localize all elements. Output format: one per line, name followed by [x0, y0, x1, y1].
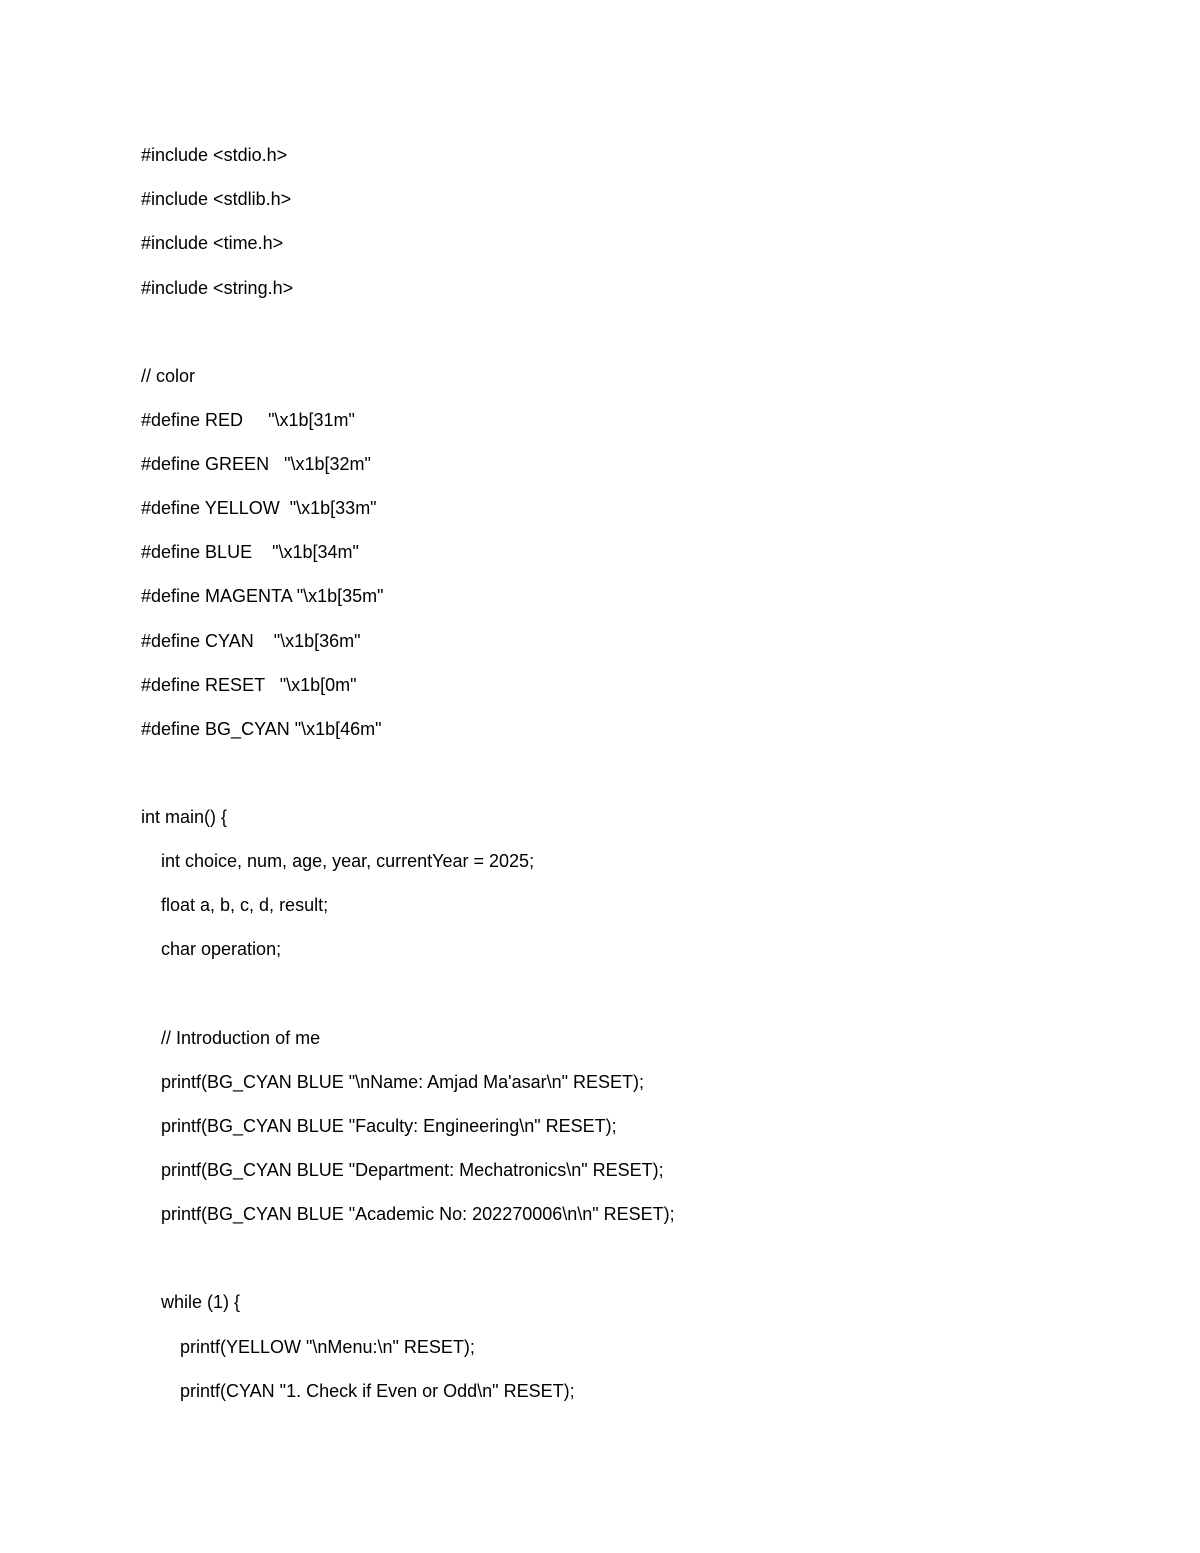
- code-line: printf(BG_CYAN BLUE "\nName: Amjad Ma'asar\n" RESET);: [161, 1072, 645, 1092]
- code-comment: // Introduction of me: [161, 1028, 321, 1048]
- code-line: #define RESET "\x1b[0m": [141, 675, 357, 695]
- code-line: #include <stdio.h>: [141, 145, 288, 165]
- code-line: int main() {: [141, 807, 228, 827]
- code-comment: // color: [141, 366, 196, 386]
- code-line: while (1) {: [161, 1292, 241, 1312]
- code-line: printf(BG_CYAN BLUE "Academic No: 202270006\n\n" RESET);: [161, 1204, 675, 1224]
- code-line: printf(BG_CYAN BLUE "Department: Mechatronics\n" RESET);: [161, 1160, 664, 1180]
- code-line: #define RED "\x1b[31m": [141, 410, 355, 430]
- code-line: #include <string.h>: [141, 278, 294, 298]
- code-line: #define BG_CYAN "\x1b[46m": [141, 719, 382, 739]
- code-line: #include <stdlib.h>: [141, 189, 292, 209]
- code-line: #define YELLOW "\x1b[33m": [141, 498, 377, 518]
- code-line: printf(YELLOW "\nMenu:\n" RESET);: [180, 1337, 475, 1357]
- code-line: printf(CYAN "1. Check if Even or Odd\n" RESET);: [180, 1381, 575, 1401]
- code-line: #define CYAN "\x1b[36m": [141, 631, 361, 651]
- code-line: printf(BG_CYAN BLUE "Faculty: Engineering\n" RESET);: [161, 1116, 617, 1136]
- code-line: #define BLUE "\x1b[34m": [141, 542, 359, 562]
- code-line: #define GREEN "\x1b[32m": [141, 454, 371, 474]
- code-line: int choice, num, age, year, currentYear = 2025;: [161, 851, 535, 871]
- code-line: #define MAGENTA "\x1b[35m": [141, 586, 384, 606]
- code-line: char operation;: [161, 939, 282, 959]
- code-line: float a, b, c, d, result;: [161, 895, 329, 915]
- code-line: #include <time.h>: [141, 233, 284, 253]
